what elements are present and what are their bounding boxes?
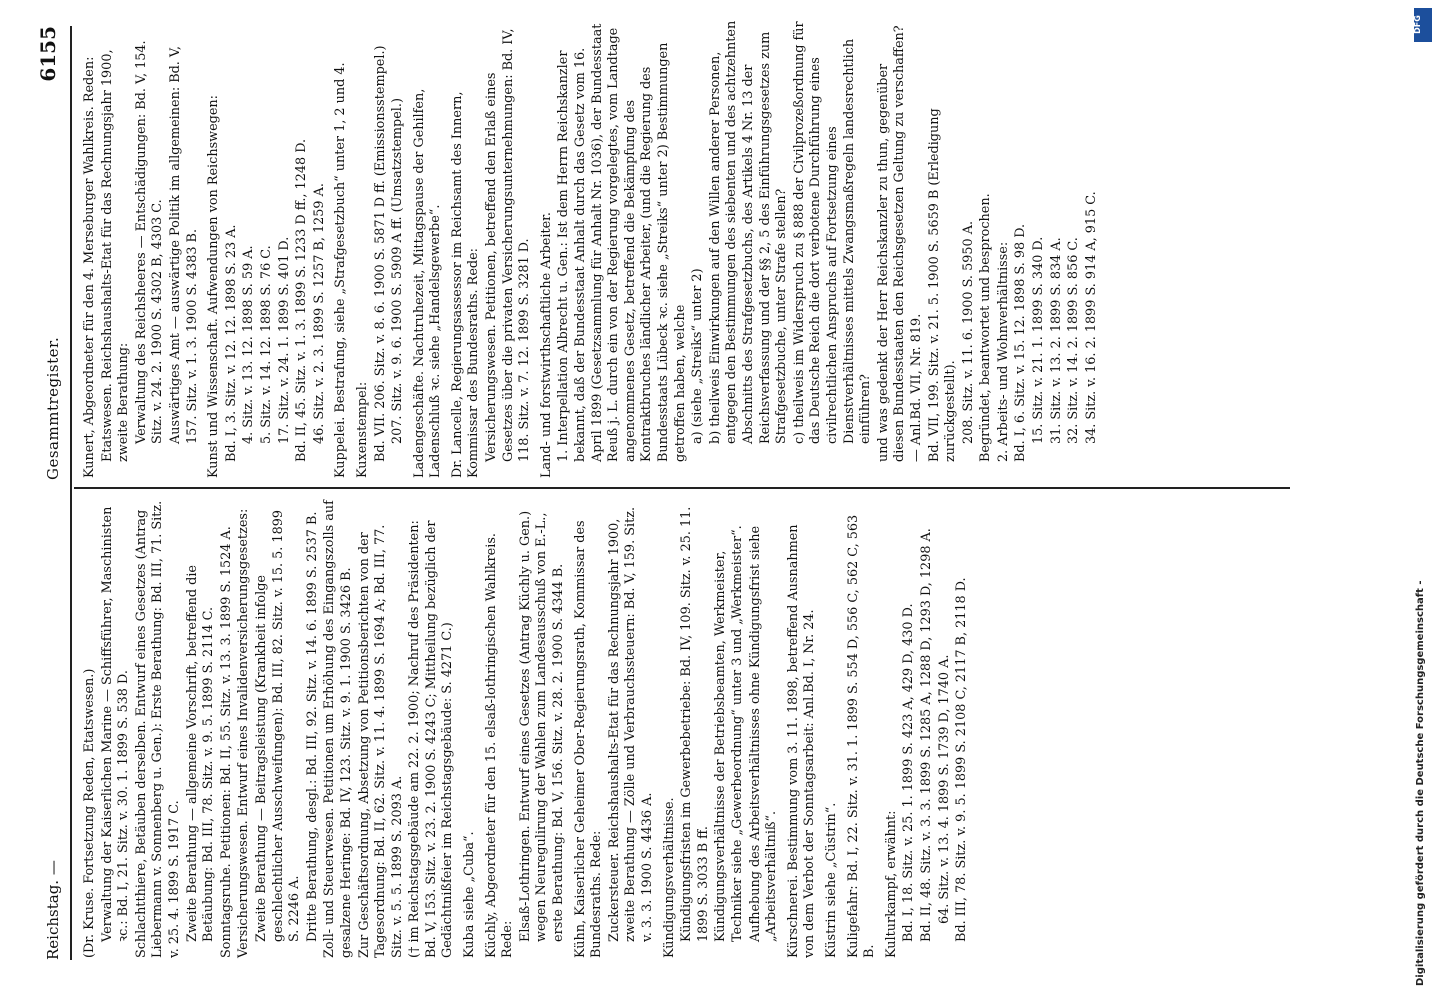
register-entry: 5. Sitz. v. 14. 12. 1898 S. 76 C.	[258, 245, 274, 444]
register-entry: Bd. I, 6. Sitz. v. 15. 12. 1898 S. 98 D.	[1013, 223, 1029, 462]
register-entry: Zuckersteuer. Reichshaushalts-Etat für das Rechnungsjahr 1900, zweite Berathung — Zölle und Verbrauchssteuern: Bd. V, 159. Sitz. v. 3. 3. 1900 S. 4436 A.	[606, 506, 655, 942]
register-entry: 2. Arbeits- und Wohnverhältnisse:	[995, 241, 1011, 462]
register-entry: Bd. II, 45. Sitz. v. 1. 3. 1899 S. 1233 D ff., 1248 D.	[294, 138, 310, 462]
register-entry: 64. Sitz. v. 13. 4. 1899 S. 1739 D, 1740 A.	[936, 654, 952, 924]
register-entry: a) (siehe „Streiks“ unter 2)	[690, 268, 706, 444]
register-entry: Bd. II, 48. Sitz. v. 3. 3. 1899 S. 1285 A, 1288 D, 1293 D, 1298 A.	[918, 528, 934, 942]
register-entry: Versicherungswesen. Petitionen, betreffend den Erlaß eines Gesetzes über die privaten Versicherungsunternehmungen: Bd. IV, 118. Sitz. v. 7. 12. 1899 S. 3281 D.	[484, 28, 533, 462]
register-entry: Bd. I, 3. Sitz. v. 12. 12. 1898 S. 23 A.	[223, 224, 239, 462]
register-entry: und was gedenkt der Herr Reichskanzler zu thun, gegenüber diesen Bundesstaaten den Reichsgesetzen Geltung zu verschaffen? — Anl.Bd. VII, Nr. 819.	[875, 25, 924, 462]
register-entry: Kunst und Wissenschaft. Aufwendungen von Reichswegen:	[206, 95, 222, 478]
register-entry: Kündigungsfristen im Gewerbebetriebe: Bd. IV, 109. Sitz. v. 25. 11. 1899 S. 3033 B ff.	[679, 506, 711, 942]
register-entry: Kündigungsverhältnisse der Betriebsbeamten, Werkmeister, Techniker siehe „Gewerbeordnung“ unter 3 und „Werkmeister“.	[713, 525, 745, 942]
register-entry: Kündigungsverhältnisse.	[661, 797, 677, 958]
register-entry: 208. Sitz. v. 11. 6. 1900 S. 5950 A.	[960, 220, 976, 444]
register-entry: Verwaltung des Reichsheeres — Entschädigungen: Bd. V, 154. Sitz. v. 24. 2. 1900 S. 4302 B, 4303 C.	[133, 40, 166, 444]
register-entry: Etatswesen. Reichshaushalts-Etat für das Rechnungsjahr 1900, zweite Berathung:	[99, 49, 132, 462]
register-entry: Zoll- und Steuerwesen. Petitionen um Erhöhung des Eingangszolls auf gesalzene Heringe: Bd. IV, 123. Sitz. v. 9. 1. 1900 S. 3426 B.	[322, 500, 354, 958]
register-entry: Dritte Berathung, desgl.: Bd. III, 92. Sitz. v. 14. 6. 1899 S. 2537 B.	[304, 511, 320, 942]
register-entry: Kuppelei. Bestrafung, siehe „Strafgesetzbuch“ unter 1, 2 und 4.	[333, 62, 349, 478]
register-entry: Kürschnerei. Bestimmung vom 3. 11. 1898, betreffend Ausnahmen von dem Verbot der Sonntagsarbeit: Anl.Bd. I, Nr. 24.	[785, 524, 818, 958]
register-entry: Bd. VII. 206. Sitz. v. 8. 6. 1900 S. 5871 D ff. (Emissionsstempel.)	[372, 45, 388, 462]
register-entry: (Dr. Kruse. Fortsetzung Reden, Etatswesen.)	[82, 668, 97, 958]
register-entry: Bd. VII, 199. Sitz. v. 21. 5. 1900 S. 5659 B (Erledigung zurückgestellt).	[926, 108, 959, 462]
digitization-note-text: Digitalisierung gefördert durch die Deutsche Forschungsgemeinschaft -	[1415, 580, 1426, 986]
right-column	[82, 18, 1101, 478]
register-entry: Bd. III, 78. Sitz. v. 9. 5. 1899 S. 2108 C, 2117 B, 2118 D.	[954, 577, 970, 942]
register-entry: Zweite Berathung — Beitragsleistung (Krankheit infolge geschlechtlicher Ausschweifungen): Bd. III, 82. Sitz. v. 15. 5. 1899 S. 2246 A.	[253, 510, 303, 942]
register-entry: c) theilweis im Widerspruch zu § 888 der Civilprozeßordnung für das Deutsche Reich die dort verbotene Durchführung eines civilrechtlichen Anspruchs auf Fortsetzung eines Dienstverhältnisses mittels Zwangsmaßregeln landesrechtlich einführen?	[791, 21, 874, 444]
register-entry: b) theilweis Einwirkungen auf den Willen anderer Personen, entgegen den Bestimmungen des siebenten und des achtzehnten Abschnitts des Strafgesetzbuchs, des Artikels 4 Nr. 13 der Reichsverfassung und der §§ 2, 5 des Einführungsgesetzes zum Strafgesetzbuche, unter Strafe stellen?	[707, 20, 790, 444]
register-entry: Aufhebung des Arbeitsverhältnisses ohne Kündigungsfrist siehe „Arbeitsverhältniß“.	[747, 525, 780, 942]
header-rule	[70, 26, 72, 960]
register-entry: Bd. I, 18. Sitz. v. 25. 1. 1899 S. 423 A, 429 D, 430 D.	[901, 603, 917, 942]
register-entry: Kühn, Kaiserlicher Geheimer Ober-Regierungsrath, Kommissar des Bundesraths. Rede:	[572, 520, 605, 958]
dfg-logo	[1414, 8, 1432, 42]
register-entry: Zweite Berathung — allgemeine Vorschrift, betreffend die Betäubung: Bd. III, 78. Sitz. v. 9. 5. 1899 S. 2114 C.	[184, 565, 217, 942]
register-entry: Kuligefahr: Bd. I, 22. Sitz. v. 31. 1. 1899 S. 554 D, 556 C, 562 C, 563 B.	[845, 514, 878, 958]
register-entry: Zur Geschäftsordnung, Absetzung von Petitionsberichten von der Tagesordnung: Bd. II, 62. Sitz. v. 11. 4. 1899 S. 1694 A; Bd. III, 77. Sitz. v. 5. 5. 1899 S. 2093 A.	[356, 524, 405, 958]
column-divider	[74, 487, 1290, 489]
register-entry: 207. Sitz. v. 9. 6. 1900 S. 5909 A ff. (Umsatzstempel.)	[390, 98, 406, 444]
register-entry: 32. Sitz. v. 14. 2. 1899 S. 856 C.	[1066, 237, 1082, 444]
register-entry: 46. Sitz. v. 2. 3. 1899 S. 1257 B, 1259 A.	[311, 183, 327, 444]
register-entry: 4. Sitz. v. 13. 12. 1898 S. 59 A.	[241, 245, 257, 444]
register-entry: Kuxenstempel:	[354, 381, 370, 478]
digitization-note	[1408, 0, 1434, 1000]
register-entry: Auswärtiges Amt — auswärtige Politik im allgemeinen: Bd. V, 157. Sitz. v. 1. 3. 1900 S. 4383 B.	[167, 46, 200, 444]
header-reichstag: Reichstag. —	[44, 860, 62, 960]
register-entry: 31. Sitz. v. 13. 2. 1899 S. 834 A.	[1048, 237, 1064, 444]
register-entry: († im Reichstagsgebäude am 22. 2. 1900; Nachruf des Präsidenten: Bd. V, 153. Sitz. v. 23. 2. 1900 S. 4243 C; Mittheilung bezüglich der Gedächtnißfeier im Reichstagsgebäude: S. 4271 C.)	[407, 520, 456, 958]
register-entry: Kulturkampf, erwähnt:	[883, 810, 899, 958]
register-entry: Verwaltung der Kaiserlichen Marine — Schiffsführer, Maschinisten ꝛc.: Bd. I, 21. Sitz. v. 30. 1. 1899 S. 538 D.	[99, 506, 132, 942]
register-entry: Versicherungswesen. Entwurf eines Invalidenversicherungsgesetzes:	[236, 508, 252, 958]
register-entry: Dr. Lancelle, Regierungsassessor im Reichsamt des Innern, Kommissar des Bundesraths. Rede:	[449, 91, 482, 478]
register-entry: Küchly, Abgeordneter für den 15. elsaß-lothringischen Wahlkreis. Rede:	[483, 533, 516, 958]
header-title: Gesammtregister.	[44, 336, 62, 480]
register-entry: Kunert, Abgeordneter für den 4. Merseburger Wahlkreis. Reden:	[82, 56, 97, 478]
register-entry: Ladengeschäfte. Nachtruhezeit, Mittagspause der Gehilfen, Ladenschluß ꝛc. siehe „Handelsgewerbe“.	[411, 88, 444, 478]
register-entry: Elsaß-Lothringen. Entwurf eines Gesetzes (Antrag Küchly u. Gen.) wegen Neuregulirung der Wahlen zum Landesausschuß von E.-L., erste Berathung: Bd. V, 156. Sitz. v. 28. 2. 1900 S. 4344 B.	[517, 510, 567, 942]
register-entry: Sonntagsruhe. Petitionen: Bd. II, 55. Sitz. v. 13. 3. 1899 S. 1524 A.	[218, 526, 234, 958]
register-entry: Küstrin siehe „Cüstrin“.	[823, 802, 839, 958]
register-entry: 1. Interpellation Albrecht u. Gen.: Ist dem Herrn Reichskanzler bekannt, daß der Bundesstaat Anhalt durch das Gesetz vom 16. April 1899 (Gesetzsammlung für Anhalt Nr. 1036), der Bundesstaat Reuß j. L. durch ein von der Regierung vorgelegtes, vom Landtage angenommenes Gesetz, betreffend die Bekämpfung des Kontraktbruches ländlicher Arbeiter, (und die Regierung des Bundesstaats Lübeck ꝛc. siehe „Streiks“ unter 2) Bestimmungen getroffen haben, welche	[556, 23, 688, 462]
left-column	[82, 498, 972, 958]
register-entry: 17. Sitz. v. 24. 1. 1899 S. 401 D.	[276, 236, 292, 444]
register-entry: 15. Sitz. v. 21. 1. 1899 S. 340 D.	[1031, 236, 1047, 444]
register-entry: Land- und forstwirthschaftliche Arbeiter.	[538, 212, 554, 478]
page-number: 6155	[36, 26, 60, 82]
register-entry: Schlachtthiere, Betäuben derselben. Entwurf eines Gesetzes (Antrag Liebermann v. Sonnenberg u. Gen.): Erste Berathung: Bd. III, 71. Sitz. v. 25. 4. 1899 S. 1917 C.	[133, 500, 182, 958]
dfg-logo-text: DFG	[1412, 15, 1422, 34]
register-entry: Kuba siehe „Cuba“.	[462, 831, 478, 958]
register-entry: Begründet, beantwortet und besprochen.	[978, 193, 994, 462]
register-entry: 34. Sitz. v. 16. 2. 1899 S. 914 A, 915 C.	[1083, 191, 1099, 444]
